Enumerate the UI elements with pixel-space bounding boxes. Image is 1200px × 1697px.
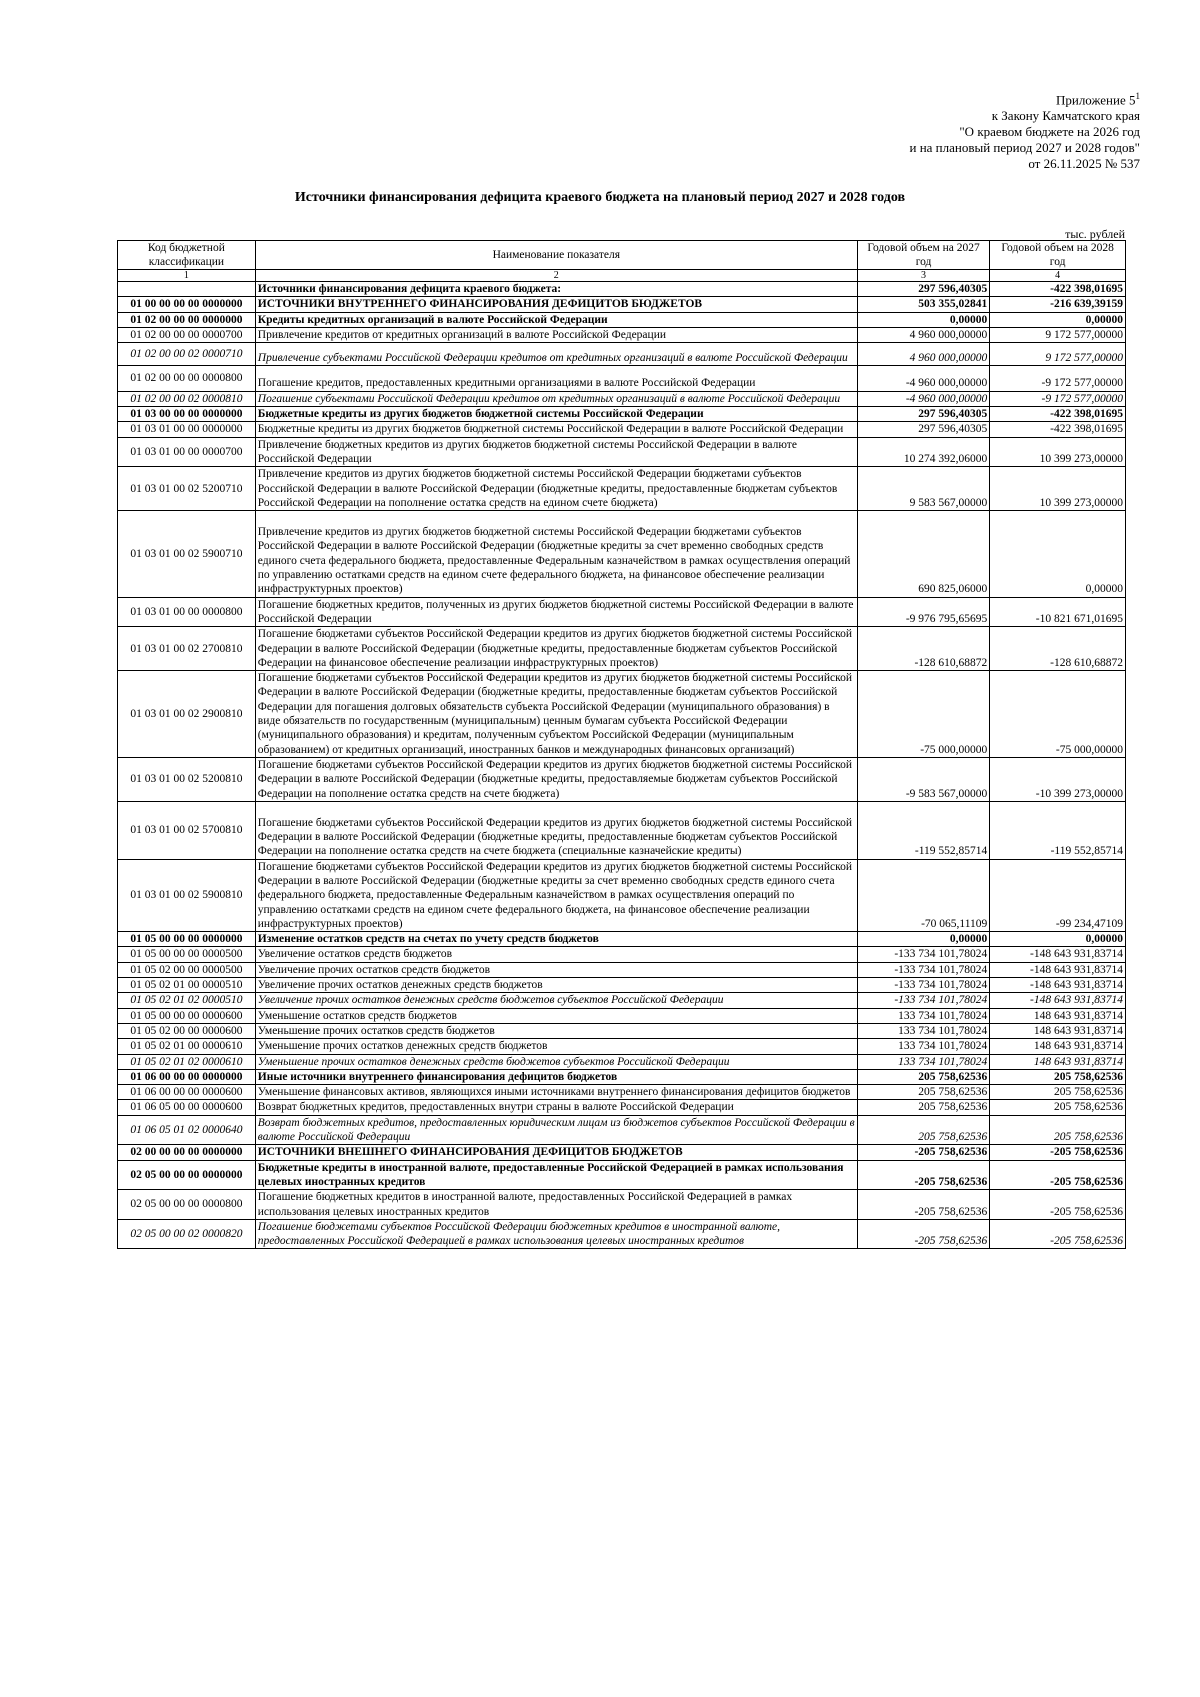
table-row: [118, 627, 1126, 671]
table-row: [118, 859, 1126, 931]
row-value-2028: 205 758,62536: [990, 1085, 1126, 1100]
table-row: [118, 407, 1126, 422]
row-value-2028: 148 643 931,83714: [990, 1039, 1126, 1054]
law-date: от 26.11.2025 № 537: [1028, 156, 1140, 172]
row-value-2028: 205 758,62536: [990, 1115, 1126, 1145]
row-value-2028: 10 399 273,00000: [990, 467, 1126, 511]
row-code: 02 00 00 00 00 0000000: [118, 1145, 256, 1160]
row-value-2028: -205 758,62536: [990, 1190, 1126, 1220]
row-code: 01 06 00 00 00 0000600: [118, 1085, 256, 1100]
row-value-2028: -148 643 931,83714: [990, 993, 1126, 1008]
table-row: [118, 1054, 1126, 1069]
row-code: 01 03 01 00 02 5900810: [118, 859, 256, 931]
row-value-2027: 205 758,62536: [857, 1115, 989, 1145]
row-value-2027: -205 758,62536: [857, 1160, 989, 1190]
row-name: Увеличение прочих остатков денежных средств бюджетов: [255, 978, 857, 993]
row-value-2027: 9 583 567,00000: [857, 467, 989, 511]
row-code: 01 05 00 00 00 0000600: [118, 1008, 256, 1023]
sources-table: [117, 240, 1126, 1249]
table-row: [118, 467, 1126, 511]
table-row: [118, 327, 1126, 342]
row-value-2027: -70 065,11109: [857, 859, 989, 931]
row-code: 01 05 02 00 00 0000500: [118, 962, 256, 977]
row-name: Привлечение бюджетных кредитов из других бюджетов бюджетной системы Российской Федерации в валюте Российской Федерации: [255, 437, 857, 467]
row-name: Возврат бюджетных кредитов, предоставленных юридическим лицам из бюджетов субъектов Российской Федерации в валюте Российской Федерации: [255, 1115, 857, 1145]
table-row: [118, 801, 1126, 859]
law-title-line1: "О краевом бюджете на 2026 год: [959, 124, 1140, 140]
law-title-line2: и на плановый период 2027 и 2028 годов": [909, 140, 1140, 156]
row-value-2027: -128 610,68872: [857, 627, 989, 671]
table-header-row: [118, 241, 1126, 270]
row-value-2028: -205 758,62536: [990, 1219, 1126, 1249]
table-row: [118, 1069, 1126, 1084]
row-code: 01 03 01 00 02 2700810: [118, 627, 256, 671]
row-code: 01 03 01 00 00 0000700: [118, 437, 256, 467]
row-value-2028: -205 758,62536: [990, 1145, 1126, 1160]
table-row: [118, 343, 1126, 366]
row-name: Бюджетные кредиты в иностранной валюте, предоставленные Российской Федерацией в рамках использования целевых иностранных кредитов: [255, 1160, 857, 1190]
row-value-2027: -205 758,62536: [857, 1190, 989, 1220]
row-value-2028: -422 398,01695: [990, 282, 1126, 297]
row-value-2028: -128 610,68872: [990, 627, 1126, 671]
row-name: Привлечение кредитов от кредитных организаций в валюте Российской Федерации: [255, 327, 857, 342]
row-name: Привлечение кредитов из других бюджетов бюджетной системы Российской Федерации бюджетами субъектов Российской Федерации в валюте Российской Федерации (бюджетные кредиты, предоставленные бюджетам субъектов Российской Федерации на пополнение остатка средств на едином счете бюджета): [255, 467, 857, 511]
table-row: [118, 312, 1126, 327]
row-value-2028: -99 234,47109: [990, 859, 1126, 931]
row-value-2027: -119 552,85714: [857, 801, 989, 859]
table-row: [118, 1160, 1126, 1190]
column-header-code: Код бюджетной классификации: [118, 241, 256, 270]
row-code: 01 03 00 00 00 0000000: [118, 407, 256, 422]
row-code: 01 06 00 00 00 0000000: [118, 1069, 256, 1084]
table-row: [118, 671, 1126, 758]
row-code: [118, 282, 256, 297]
document-header: [700, 88, 1140, 172]
row-code: 01 00 00 00 00 0000000: [118, 297, 256, 312]
row-value-2027: 0,00000: [857, 312, 989, 327]
page-title: Источники финансирования дефицита краевого бюджета на плановый период 2027 и 2028 годов: [294, 190, 906, 205]
row-value-2028: -148 643 931,83714: [990, 978, 1126, 993]
row-value-2027: 133 734 101,78024: [857, 1023, 989, 1038]
row-value-2027: -9 583 567,00000: [857, 757, 989, 801]
row-code: 01 05 02 01 02 0000610: [118, 1054, 256, 1069]
row-name: Уменьшение финансовых активов, являющихся иными источниками внутреннего финансирования дефицитов бюджетов: [255, 1085, 857, 1100]
row-name: ИСТОЧНИКИ ВНУТРЕННЕГО ФИНАНСИРОВАНИЯ ДЕФИЦИТОВ БЮДЖЕТОВ: [255, 297, 857, 312]
row-value-2027: 205 758,62536: [857, 1100, 989, 1115]
row-code: 01 02 00 00 00 0000000: [118, 312, 256, 327]
row-value-2027: 297 596,40305: [857, 282, 989, 297]
table-row: [118, 366, 1126, 391]
table-row: [118, 932, 1126, 947]
row-value-2027: -133 734 101,78024: [857, 947, 989, 962]
row-name: Привлечение кредитов из других бюджетов бюджетной системы Российской Федерации бюджетами субъектов Российской Федерации в валюте Российской Федерации (бюджетные кредиты за счет временно свободных средств единого счета федерального бюджета, предоставленные Федеральным казначейством в рамках осуществления операций по управлению остатками средств на едином счете федерального бюджета, на финансовое обеспечение реализации инфраструктурных проектов): [255, 511, 857, 597]
row-code: 02 05 00 00 00 0000000: [118, 1160, 256, 1190]
row-value-2027: -205 758,62536: [857, 1219, 989, 1249]
column-header-2028: Годовой объем на 2028 год: [990, 241, 1126, 270]
column-number: 1: [118, 270, 256, 282]
row-value-2027: 133 734 101,78024: [857, 1054, 989, 1069]
row-value-2028: 148 643 931,83714: [990, 1054, 1126, 1069]
table-row: [118, 437, 1126, 467]
row-code: 01 02 00 00 02 0000710: [118, 343, 256, 366]
row-code: 01 05 02 01 02 0000510: [118, 993, 256, 1008]
appendix-label: Приложение $5^1$: [1055, 91, 1140, 108]
column-number-row: [118, 270, 1126, 282]
row-name: Погашение бюджетами субъектов Российской Федерации кредитов из других бюджетов бюджетной системы Российской Федерации в валюте Российской Федерации (бюджетные кредиты, предоставляемые бюджетам субъектов Российской Федерации на пополнение остатка средств на счете бюджета): [255, 757, 857, 801]
row-code: 01 03 01 00 00 0000800: [118, 597, 256, 627]
table-row: [118, 511, 1126, 597]
row-value-2027: 133 734 101,78024: [857, 1039, 989, 1054]
row-name: Погашение субъектами Российской Федерации кредитов от кредитных организаций в валюте Российской Федерации: [255, 391, 857, 406]
row-code: 02 05 00 00 00 0000800: [118, 1190, 256, 1220]
row-name: Уменьшение прочих остатков средств бюджетов: [255, 1023, 857, 1038]
table-row: [118, 947, 1126, 962]
row-code: 01 05 00 00 00 0000500: [118, 947, 256, 962]
row-value-2028: -9 172 577,00000: [990, 391, 1126, 406]
table-row: [118, 1115, 1126, 1145]
row-value-2028: -216 639,39159: [990, 297, 1126, 312]
table-row: [118, 422, 1126, 437]
row-value-2028: 10 399 273,00000: [990, 437, 1126, 467]
column-number: 3: [857, 270, 989, 282]
row-name: Уменьшение прочих остатков денежных средств бюджетов: [255, 1039, 857, 1054]
row-value-2028: 0,00000: [990, 312, 1126, 327]
row-value-2028: -75 000,00000: [990, 671, 1126, 758]
row-value-2027: 297 596,40305: [857, 407, 989, 422]
row-code: 01 06 05 01 02 0000640: [118, 1115, 256, 1145]
row-name: Кредиты кредитных организаций в валюте Российской Федерации: [255, 312, 857, 327]
row-value-2027: 133 734 101,78024: [857, 1008, 989, 1023]
row-value-2028: -119 552,85714: [990, 801, 1126, 859]
row-code: 01 02 00 00 02 0000810: [118, 391, 256, 406]
row-value-2028: 0,00000: [990, 511, 1126, 597]
table-row: [118, 391, 1126, 406]
row-value-2028: -422 398,01695: [990, 422, 1126, 437]
row-value-2027: 205 758,62536: [857, 1069, 989, 1084]
row-name: Погашение бюджетных кредитов, полученных из других бюджетов бюджетной системы Российской Федерации в валюте Российской Федерации: [255, 597, 857, 627]
row-value-2028: -10 399 273,00000: [990, 757, 1126, 801]
row-name: Изменение остатков средств на счетах по учету средств бюджетов: [255, 932, 857, 947]
column-header-2027: Годовой объем на 2027 год: [857, 241, 989, 270]
table-row: [118, 1023, 1126, 1038]
table-row: [118, 962, 1126, 977]
row-value-2027: 4 960 000,00000: [857, 327, 989, 342]
row-value-2027: 205 758,62536: [857, 1085, 989, 1100]
row-value-2027: 297 596,40305: [857, 422, 989, 437]
row-name: Погашение бюджетами субъектов Российской Федерации кредитов из других бюджетов бюджетной системы Российской Федерации в валюте Российской Федерации (бюджетные кредиты за счет временно свободных средств единого счета федерального бюджета, предоставленные Федеральным казначейством в рамках осуществления операций по управлению остатками средств на едином счете федерального бюджета, на финансовое обеспечение реализации инфраструктурных проектов): [255, 859, 857, 931]
row-name: Погашение бюджетами субъектов Российской Федерации кредитов из других бюджетов бюджетной системы Российской Федерации в валюте Российской Федерации (бюджетные кредиты, предоставленные бюджетам субъектов Российской Федерации для погашения долговых обязательств субъекта Российской Федерации (муниципального образования) в виде обязательств по государственным (муниципальным) ценным бумагам субъекта Российской Федерации (муниципального образования) и кредитам, полученным субъектом Российской Федерации (муниципальным образованием) от кредитных организаций, иностранных банков и международных финансовых организаций): [255, 671, 857, 758]
row-value-2027: 690 825,06000: [857, 511, 989, 597]
table-row: [118, 282, 1126, 297]
units-label: тыс. рублей: [1065, 227, 1125, 241]
row-value-2027: 503 355,02841: [857, 297, 989, 312]
table-row: [118, 297, 1126, 312]
row-name: Бюджетные кредиты из других бюджетов бюджетной системы Российской Федерации в валюте Российской Федерации: [255, 422, 857, 437]
row-code: 01 02 00 00 00 0000700: [118, 327, 256, 342]
row-value-2028: 148 643 931,83714: [990, 1023, 1126, 1038]
table-row: [118, 1085, 1126, 1100]
row-code: 01 03 01 00 02 5200810: [118, 757, 256, 801]
row-value-2028: -9 172 577,00000: [990, 366, 1126, 391]
table-row: [118, 1039, 1126, 1054]
row-value-2028: 9 172 577,00000: [990, 327, 1126, 342]
row-value-2028: 0,00000: [990, 932, 1126, 947]
table-row: [118, 597, 1126, 627]
row-code: 01 05 00 00 00 0000000: [118, 932, 256, 947]
row-value-2027: 0,00000: [857, 932, 989, 947]
row-name: Иные источники внутреннего финансирования дефицитов бюджетов: [255, 1069, 857, 1084]
row-value-2027: 10 274 392,06000: [857, 437, 989, 467]
row-name: Погашение бюджетами субъектов Российской Федерации кредитов из других бюджетов бюджетной системы Российской Федерации в валюте Российской Федерации (бюджетные кредиты, предоставленные бюджетам субъектов Российской Федерации на пополнение остатка средств на счете бюджета (специальные казначейские кредиты): [255, 801, 857, 859]
table-row: [118, 1190, 1126, 1220]
row-value-2027: -133 734 101,78024: [857, 978, 989, 993]
column-header-name: Наименование показателя: [255, 241, 857, 270]
row-code: 02 05 00 00 02 0000820: [118, 1219, 256, 1249]
row-code: 01 03 01 00 02 5900710: [118, 511, 256, 597]
row-value-2027: -133 734 101,78024: [857, 962, 989, 977]
row-value-2027: -133 734 101,78024: [857, 993, 989, 1008]
row-name: Погашение бюджетами субъектов Российской Федерации бюджетных кредитов в иностранной валюте, предоставленных Российской Федерацией в рамках использования целевых иностранных кредитов: [255, 1219, 857, 1249]
row-code: 01 05 02 00 00 0000600: [118, 1023, 256, 1038]
row-code: 01 05 02 01 00 0000610: [118, 1039, 256, 1054]
row-name: Источники финансирования дефицита краевого бюджета:: [255, 282, 857, 297]
row-value-2028: 9 172 577,00000: [990, 343, 1126, 366]
row-name: ИСТОЧНИКИ ВНЕШНЕГО ФИНАНСИРОВАНИЯ ДЕФИЦИТОВ БЮДЖЕТОВ: [255, 1145, 857, 1160]
row-code: 01 03 01 00 02 5700810: [118, 801, 256, 859]
row-value-2028: -10 821 671,01695: [990, 597, 1126, 627]
row-value-2028: 148 643 931,83714: [990, 1008, 1126, 1023]
row-code: 01 02 00 00 00 0000800: [118, 366, 256, 391]
row-name: Уменьшение остатков средств бюджетов: [255, 1008, 857, 1023]
row-value-2028: -148 643 931,83714: [990, 962, 1126, 977]
row-value-2028: -148 643 931,83714: [990, 947, 1126, 962]
row-name: Увеличение прочих остатков денежных средств бюджетов субъектов Российской Федерации: [255, 993, 857, 1008]
row-name: Уменьшение прочих остатков денежных средств бюджетов субъектов Российской Федерации: [255, 1054, 857, 1069]
row-value-2027: -4 960 000,00000: [857, 366, 989, 391]
table-row: [118, 757, 1126, 801]
row-value-2028: -422 398,01695: [990, 407, 1126, 422]
row-name: Погашение бюджетами субъектов Российской Федерации кредитов из других бюджетов бюджетной системы Российской Федерации в валюте Российской Федерации (бюджетные кредиты, предоставленные бюджетам субъектов Российской Федерации на финансовое обеспечение реализации инфраструктурных проектов): [255, 627, 857, 671]
table-row: [118, 993, 1126, 1008]
table-row: [118, 1100, 1126, 1115]
column-number: 4: [990, 270, 1126, 282]
row-name: Бюджетные кредиты из других бюджетов бюджетной системы Российской Федерации: [255, 407, 857, 422]
row-code: 01 03 01 00 00 0000000: [118, 422, 256, 437]
row-name: Увеличение остатков средств бюджетов: [255, 947, 857, 962]
table-row: [118, 978, 1126, 993]
row-name: Увеличение прочих остатков средств бюджетов: [255, 962, 857, 977]
row-name: Погашение кредитов, предоставленных кредитными организациями в валюте Российской Федерации: [255, 366, 857, 391]
row-name: Погашение бюджетных кредитов в иностранной валюте, предоставленных Российской Федерацией в рамках использования целевых иностранных кредитов: [255, 1190, 857, 1220]
row-code: 01 03 01 00 02 5200710: [118, 467, 256, 511]
row-value-2027: -75 000,00000: [857, 671, 989, 758]
table-row: [118, 1219, 1126, 1249]
row-name: Привлечение субъектами Российской Федерации кредитов от кредитных организаций в валюте Российской Федерации: [255, 343, 857, 366]
row-value-2028: 205 758,62536: [990, 1100, 1126, 1115]
row-value-2027: -9 976 795,65695: [857, 597, 989, 627]
law-reference: к Закону Камчатского края: [991, 108, 1140, 124]
table-row: [118, 1008, 1126, 1023]
row-value-2027: 4 960 000,00000: [857, 343, 989, 366]
row-value-2027: -4 960 000,00000: [857, 391, 989, 406]
row-code: 01 03 01 00 02 2900810: [118, 671, 256, 758]
row-value-2028: 205 758,62536: [990, 1069, 1126, 1084]
row-code: 01 05 02 01 00 0000510: [118, 978, 256, 993]
table-row: [118, 1145, 1126, 1160]
row-name: Возврат бюджетных кредитов, предоставленных внутри страны в валюте Российской Федерации: [255, 1100, 857, 1115]
column-number: 2: [255, 270, 857, 282]
row-value-2028: -205 758,62536: [990, 1160, 1126, 1190]
row-value-2027: -205 758,62536: [857, 1145, 989, 1160]
row-code: 01 06 05 00 00 0000600: [118, 1100, 256, 1115]
